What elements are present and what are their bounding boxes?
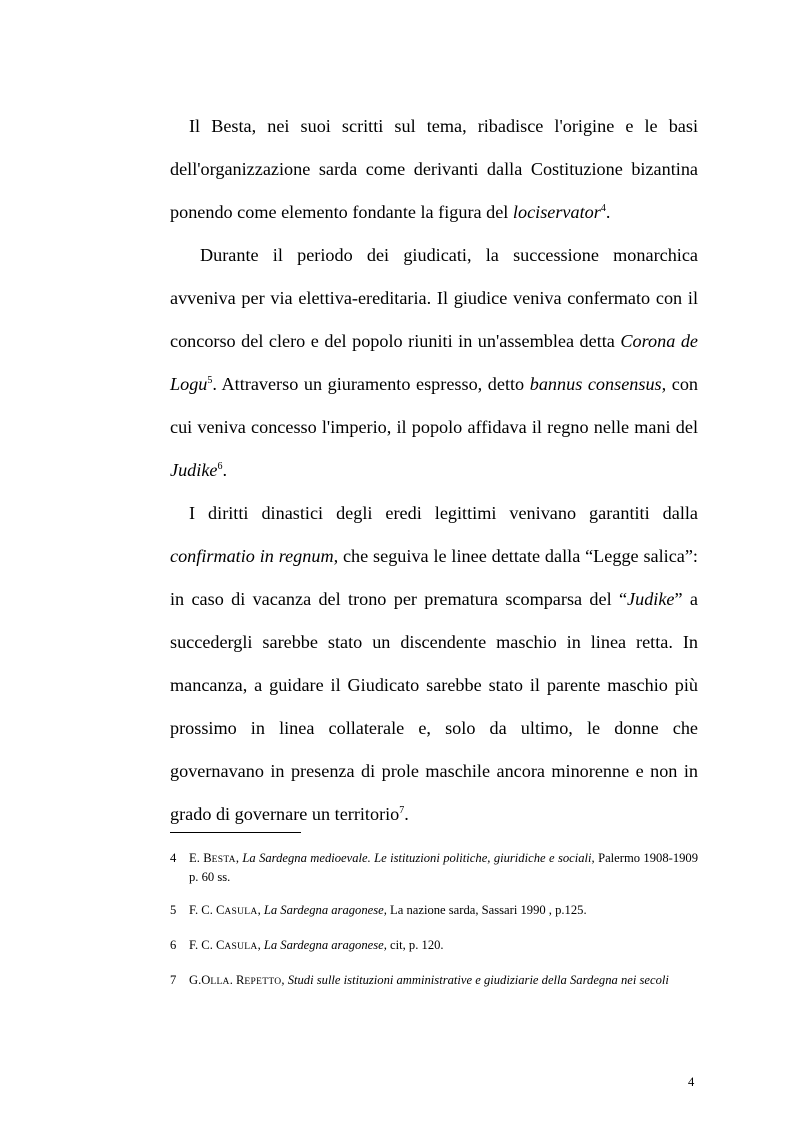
- paragraph-text: con cui veniva concesso l'imperio, il popolo affidava il regno nelle mani del: [170, 374, 699, 437]
- body-text: [170, 105, 698, 836]
- footnote-text: . R: [229, 973, 245, 987]
- footnote-author-smallcaps: ESTA: [211, 855, 236, 865]
- footnote-separator: [170, 832, 301, 833]
- footnote-author-smallcaps: ASULA: [224, 942, 258, 952]
- paragraph-2: [170, 234, 698, 492]
- footnote-text: ,: [257, 938, 264, 952]
- footnote-5: [170, 902, 698, 921]
- footnote-text: ,: [281, 973, 288, 987]
- footnote-author: E. B: [189, 851, 212, 865]
- footnote-title: La Sardegna aragonese,: [263, 903, 387, 917]
- paragraph-text: .: [222, 460, 228, 480]
- footnote-7: [170, 972, 698, 991]
- footnote-text: cit, p. 120.: [386, 938, 444, 952]
- footnote-author-smallcaps: EPETTO: [244, 977, 282, 987]
- paragraph-text: che seguiva le linee dettate dalla “Legge salica”: in caso di vacanza del trono per prematura scomparsa del “: [170, 546, 698, 609]
- paragraph-3: [170, 492, 698, 836]
- footnote-author: F. C. C: [189, 903, 225, 917]
- italic-term: bannus consensus,: [529, 374, 667, 394]
- footnote-number: 5: [170, 903, 177, 917]
- footnote-number: 4: [170, 851, 177, 865]
- italic-term: confirmatio in regnum,: [170, 546, 339, 566]
- footnote-author: G.O: [189, 973, 211, 987]
- italic-term: Corona de Logu: [170, 331, 699, 394]
- italic-term: Judike: [170, 460, 218, 480]
- footnote-ref-4: 4: [600, 203, 606, 214]
- footnote-ref-5: 5: [207, 375, 213, 386]
- paragraph-text: ” a succedergli sarebbe stato un discendente maschio in linea retta. In mancanza, a guidare il Giudicato sarebbe stato il parente maschio più prossimo in linea collaterale e, solo da ultimo, le donne che governavano in presenza di prole maschile ancora minorenne e non in grado di governare un territorio: [170, 589, 698, 824]
- footnote-6: [170, 937, 698, 956]
- paragraph-text: Il Besta, nei suoi scritti sul tema, ribadisce l'origine e le basi dell'organizzazione sarda come derivanti dalla Costituzione bizantina ponendo come elemento fondante la figura del: [170, 116, 698, 222]
- footnote-text: Palermo 1908-1909 p. 60 ss.: [189, 851, 699, 884]
- footnote-title: Studi sulle istituzioni amministrative e giudiziarie della Sardegna nei secoli: [287, 973, 669, 987]
- paragraph-1: [170, 105, 698, 234]
- paragraph-text: .: [404, 804, 409, 824]
- italic-term: lociservator: [512, 202, 601, 222]
- paragraph-text: I diritti dinastici degli eredi legittimi venivano garantiti dalla: [189, 503, 698, 523]
- footnote-author-smallcaps: LLA: [210, 977, 230, 987]
- footnote-number: 6: [170, 938, 177, 952]
- footnote-text: La nazione sarda, Sassari 1990 , p.125.: [386, 903, 587, 917]
- footnote-ref-6: 6: [217, 461, 223, 472]
- footnote-ref-7: 7: [399, 805, 405, 816]
- italic-term: Judike: [627, 589, 675, 609]
- footnotes: [170, 850, 698, 1007]
- footnote-number: 7: [170, 973, 177, 987]
- footnote-author-smallcaps: ASULA: [224, 907, 258, 917]
- paragraph-text: .: [605, 202, 611, 222]
- paragraph-text: Durante il periodo dei giudicati, la successione monarchica avveniva per via elettiva-ereditaria. Il giudice veniva confermato con il concorso del clero e del popolo riuniti in un'assemblea detta: [170, 245, 698, 351]
- footnote-title: La Sardegna aragonese,: [263, 938, 387, 952]
- footnote-4: [170, 850, 698, 886]
- footnote-title: La Sardegna medioevale. Le istituzioni politiche, giuridiche e sociali,: [242, 851, 595, 865]
- footnote-text: ,: [235, 851, 243, 865]
- page-number: 4: [688, 1075, 695, 1089]
- paragraph-text: . Attraverso un giuramento espresso, detto: [212, 374, 530, 394]
- footnote-text: ,: [257, 903, 264, 917]
- footnote-author: F. C. C: [189, 938, 225, 952]
